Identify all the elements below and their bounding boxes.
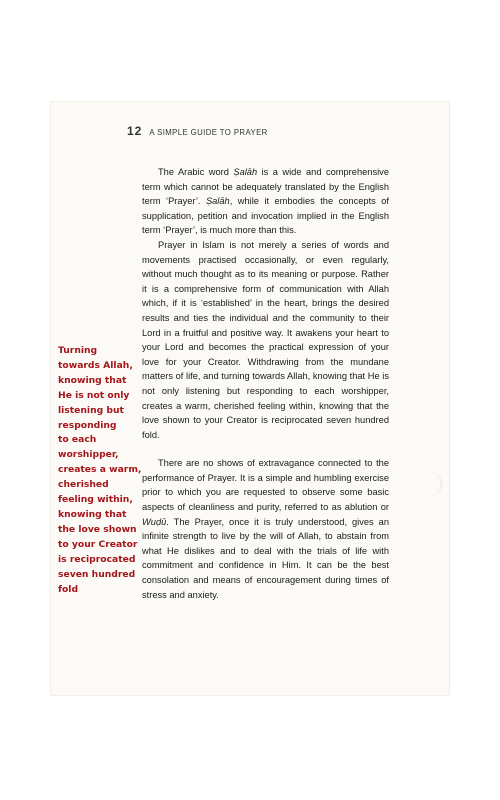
page-number: 12 — [127, 124, 143, 138]
paragraph-3: There are no shows of extravagance connected to the performance of Prayer. It is a simple and humbling exercise prior to which you are requested to observe some basic aspects of cleanliness and purity, referred to as ablution or Wuḍū. The Prayer, once it is truly understood, gives an infinite strength to live by the will of Allah, to abstain from what He dislikes and to deal with the trials of life with commitment and confidence in Him. It can be the best consolation and means of encouragement during times of stress and anxiety. — [142, 458, 389, 600]
arabic-term-wudu: Wuḍū — [142, 516, 167, 527]
pull-quote-line: cherished — [58, 479, 109, 491]
pull-quote-line: listening but — [58, 404, 124, 416]
main-text — [142, 165, 389, 602]
pull-quote-line: worshipper, — [58, 449, 119, 461]
arabic-term-salah-2: Ṣalāh — [205, 196, 230, 207]
running-header — [127, 124, 268, 138]
pull-quote-line: Turning — [58, 345, 98, 356]
sidebar-pull-quote — [58, 344, 150, 597]
pull-quote-line: towards Allah, — [58, 359, 133, 371]
paragraph-2: Prayer in Islam is not merely a series of words and movements practised occasionally, or even regularly, without much thought as to its meaning or purpose. Rather it is a comprehensive form of communication with Allah which, if it is ‘established’ in the heart, brings the desired results and ties the individual and the community to their Lord in a fruitful and positive way. It awakens your heart to your Lord and becomes the practical expression of your love for your Creator. Withdrawing from the mundane matters of life, and turning towards Allah, knowing that He is not only listening but responding to each worshipper, creates a warm, cherished feeling within, knowing that the love shown to your Creator is reciprocated seven hundred fold. — [142, 239, 389, 440]
pull-quote-line: feeling within, — [58, 494, 133, 506]
paragraph-1: The Arabic word Ṣalāh is a wide and comprehensive term which cannot be adequately translated by the English term ‘Prayer’. Ṣalāh, while it embodies the concepts of supplication, petition and invocation implied in the English term ‘Prayer’, is much more than this. — [142, 167, 390, 236]
pull-quote-line: the love shown — [58, 523, 137, 535]
pull-quote-line: fold — [58, 583, 79, 595]
pull-quote-line: responding — [58, 419, 117, 431]
pull-quote-line: to each — [58, 434, 97, 446]
pull-quote-line: seven hundred — [58, 568, 136, 580]
pull-quote-line: to your Creator — [58, 538, 138, 550]
pull-quote-line: creates a warm, — [58, 464, 142, 476]
pull-quote-line: He is not only — [58, 389, 130, 401]
running-title: A SIMPLE GUIDE TO PRAYER — [149, 128, 268, 137]
pull-quote-line: is reciprocated — [58, 553, 136, 565]
book-page — [50, 101, 450, 696]
bleed-through-mark — [421, 473, 442, 495]
pull-quote-line: knowing that — [58, 374, 127, 386]
arabic-term-salah: Ṣalāh — [233, 167, 258, 177]
pull-quote-line: knowing that — [58, 508, 127, 520]
